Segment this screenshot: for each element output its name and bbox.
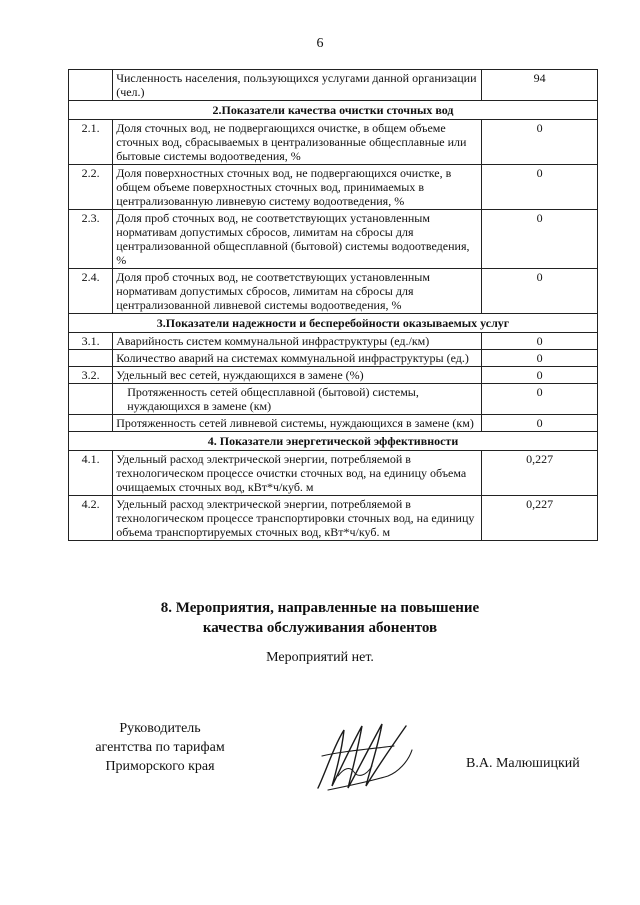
row-description: Доля проб сточных вод, не соответствующих установленным нормативам допустимых сбросов, лимитам на сбросы для централизованной ливневой системы водоотведения, % [113,269,482,314]
table-row [69,350,598,367]
table-row [69,496,598,541]
signer-position-line2: агентства по тарифам [95,740,225,755]
row-number [69,350,113,367]
row-value: 0 [482,384,598,415]
row-number [69,70,113,101]
row-value: 0,227 [482,451,598,496]
row-number: 2.2. [69,165,113,210]
row-number: 3.2. [69,367,113,384]
row-value: 0 [482,367,598,384]
row-number: 2.4. [69,269,113,314]
section-title: 4. Показатели энергетической эффективности [69,432,598,451]
table-row [69,415,598,432]
section-header-row [69,314,598,333]
table-row [69,70,598,101]
table-row [69,165,598,210]
table-row [69,333,598,350]
signer-position-line3: Приморского края [105,759,215,774]
page-number: 6 [316,36,324,51]
row-number [69,384,113,415]
table-row [69,451,598,496]
section-8-heading-line2: качества обслуживания абонентов [202,620,438,636]
signer-position [60,719,260,776]
row-value: 0 [482,165,598,210]
row-description: Численность населения, пользующихся услугами данной организации (чел.) [113,70,482,101]
row-value: 0 [482,269,598,314]
section-8-body: Мероприятий нет. [266,650,374,665]
section-title: 2.Показатели качества очистки сточных вод [69,101,598,120]
row-description: Протяженность сетей общесплавной (бытовой) системы, нуждающихся в замене (км) [113,384,482,415]
row-description: Протяженность сетей ливневой системы, нуждающихся в замене (км) [113,415,482,432]
section-8-heading [0,598,640,638]
row-description: Аварийность систем коммунальной инфраструктуры (ед./км) [113,333,482,350]
row-description: Доля поверхностных сточных вод, не подвергающихся очистке, в общем объеме поверхностных сточных вод, принимаемых в централизованную ливневую систему водоотведения, % [113,165,482,210]
indicators-table [68,69,598,541]
row-description: Доля проб сточных вод, не соответствующих установленным нормативам допустимых сбросов, лимитам на сбросы для централизованной общесплавной (бытовой) системы водоотведения, % [113,210,482,269]
row-description: Количество аварий на системах коммунальной инфраструктуры (ед.) [113,350,482,367]
handwritten-signature [308,716,418,796]
row-number: 4.2. [69,496,113,541]
row-number: 2.1. [69,120,113,165]
table-row [69,367,598,384]
row-value: 0 [482,333,598,350]
table-row [69,210,598,269]
signer-position-line1: Руководитель [119,721,201,736]
table-row [69,269,598,314]
row-value: 0,227 [482,496,598,541]
row-value: 0 [482,415,598,432]
section-8-heading-line1: 8. Мероприятия, направленные на повышение [160,600,480,616]
row-description: Удельный вес сетей, нуждающихся в замене (%) [113,367,482,384]
table-row [69,384,598,415]
row-value: 0 [482,120,598,165]
row-value: 94 [482,70,598,101]
row-description: Удельный расход электрической энергии, потребляемой в технологическом процессе очистки сточных вод, на единицу объема очищаемых сточных вод, кВт*ч/куб. м [113,451,482,496]
row-number: 3.1. [69,333,113,350]
section-header-row [69,101,598,120]
row-value: 0 [482,210,598,269]
row-description: Удельный расход электрической энергии, потребляемой в технологическом процессе транспортировки сточных вод, на единицу объема транспортируемых сточных вод, кВт*ч/куб. м [113,496,482,541]
table-row [69,120,598,165]
row-description: Доля сточных вод, не подвергающихся очистке, в общем объеме сточных вод, сбрасываемых в централизованные общесплавные или бытовые системы водоотведения, % [113,120,482,165]
row-value: 0 [482,350,598,367]
row-number [69,415,113,432]
section-title: 3.Показатели надежности и бесперебойности оказываемых услуг [69,314,598,333]
row-number: 2.3. [69,210,113,269]
signer-name: В.А. Малюшицкий [466,756,580,771]
row-number: 4.1. [69,451,113,496]
section-header-row [69,432,598,451]
